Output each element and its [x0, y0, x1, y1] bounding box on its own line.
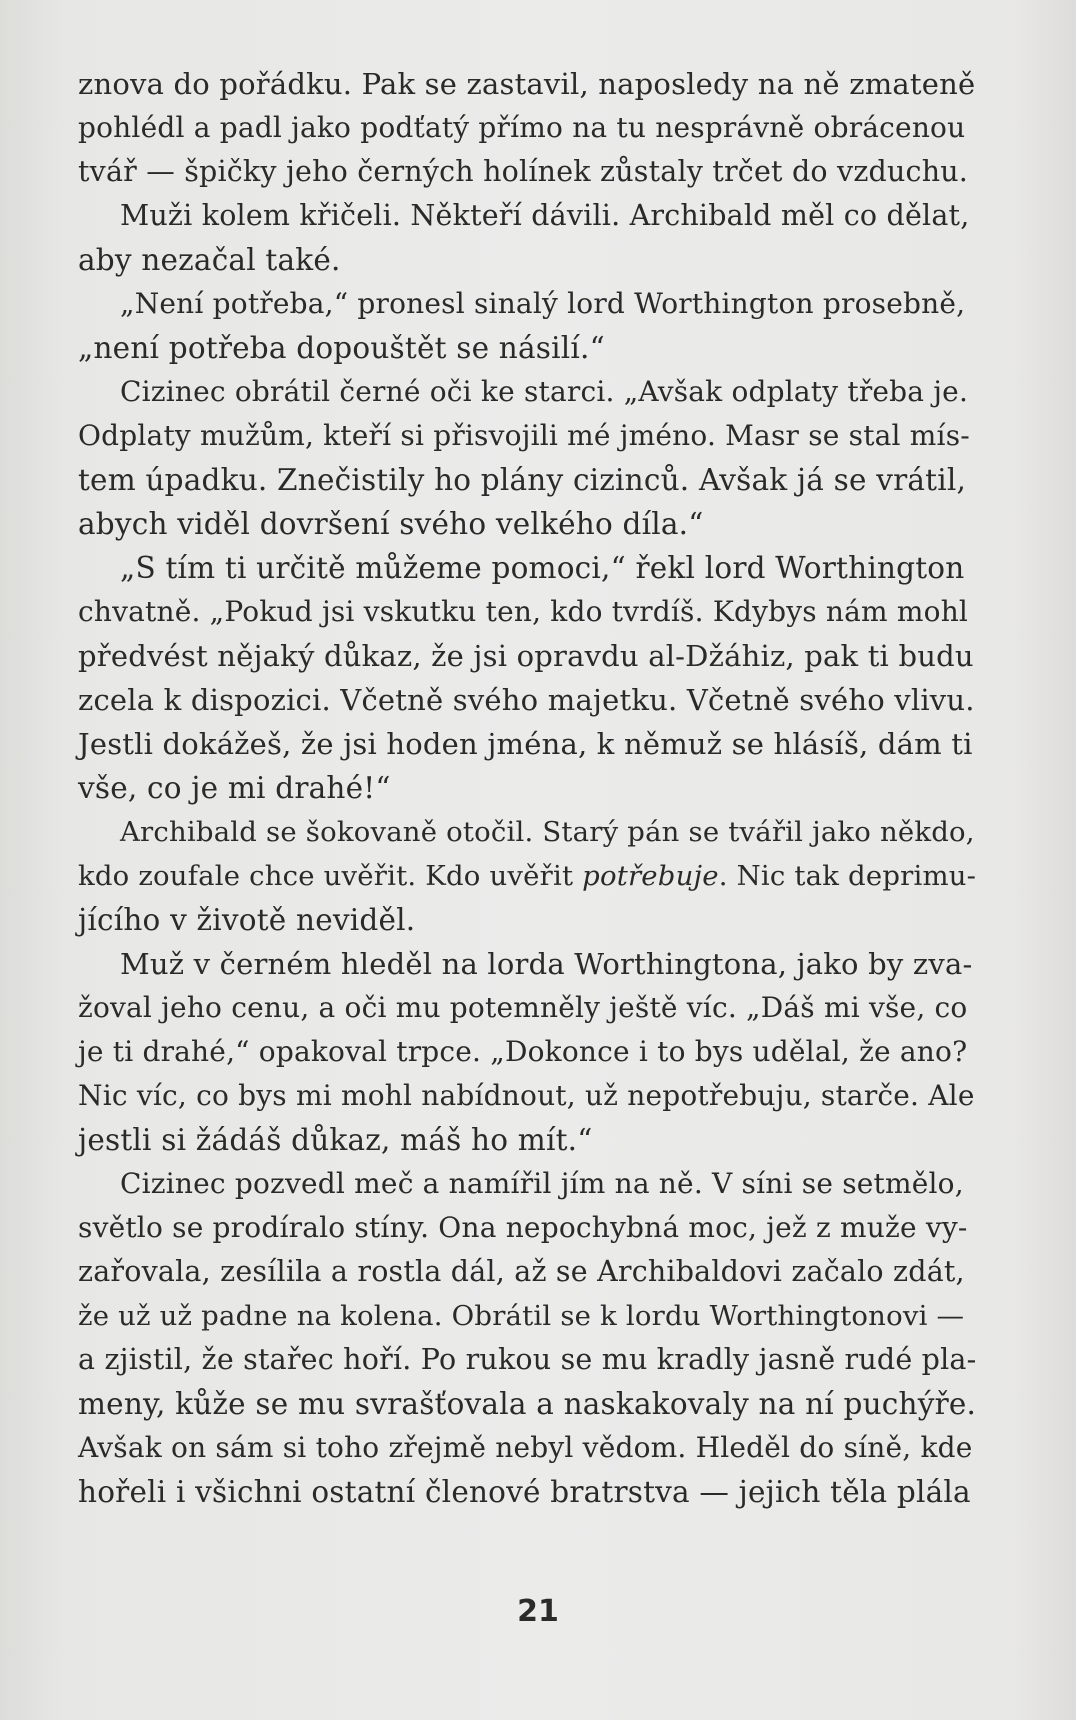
text-line-with-emphasis [78, 854, 976, 898]
text-segment: kdo zoufale chce uvěřit. Kdo uvěřit [78, 860, 583, 892]
text-line: jícího v životě neviděl. [78, 903, 416, 937]
text-segment: . Nic tak deprimu- [718, 860, 977, 892]
text-line: žoval jeho cenu, a oči mu potemněly ještě víc. „Dáš mi vše, co [78, 991, 968, 1024]
text-line: Avšak on sám si toho zřejmě nebyl vědom. Hleděl do síně, kde [78, 1431, 973, 1464]
text-line: a zjistil, že stařec hoří. Po rukou se mu kradly jasně rudé pla- [78, 1343, 977, 1376]
text-line: „Není potřeba,“ pronesl sinalý lord Worthington prosebně, [120, 287, 966, 320]
text-line: meny, kůže se mu svrašťovala a naskakovaly na ní puchýře. [78, 1387, 977, 1421]
text-line: znova do pořádku. Pak se zastavil, naposledy na ně zmateně [78, 67, 976, 101]
text-line: jestli si žádáš důkaz, máš ho mít.“ [78, 1123, 593, 1157]
text-line: „S tím ti určitě můžeme pomoci,“ řekl lord Worthington [120, 551, 965, 585]
emphasized-word: potřebuje [582, 860, 719, 892]
text-line: zcela k dispozici. Včetně svého majetku. Včetně svého vlivu. [78, 683, 975, 717]
text-line: hořeli i všichni ostatní členové bratrstva — jejich těla plála [78, 1475, 971, 1509]
text-line: pohlédl a padl jako podťatý přímo na tu nesprávně obrácenou [78, 111, 966, 144]
text-line: je ti drahé,“ opakoval trpce. „Dokonce i to bys udělal, že ano? [78, 1035, 968, 1068]
page-number: 21 [517, 1594, 559, 1629]
text-line: že už už padne na kolena. Obrátil se k lordu Worthingtonovi — [78, 1300, 965, 1332]
text-line: Muži kolem křičeli. Někteří dávili. Archibald měl co dělat, [120, 199, 970, 232]
text-line: Archibald se šokovaně otočil. Starý pán se tvářil jako někdo, [120, 816, 975, 848]
text-line: abych viděl dovršení svého velkého díla.“ [78, 507, 704, 541]
text-line: Odplaty mužům, kteří si přisvojili mé jméno. Masr se stal mís- [78, 419, 970, 452]
text-line: Jestli dokážeš, že jsi hoden jména, k němuž se hlásíš, dám ti [78, 727, 973, 761]
text-line: tem úpadku. Znečistily ho plány cizinců. Avšak já se vrátil, [78, 463, 967, 497]
text-line: tvář — špičky jeho černých holínek zůstaly trčet do vzduchu. [78, 155, 969, 188]
text-line: vše, co je mi drahé!“ [78, 771, 391, 805]
text-line: předvést nějaký důkaz, že jsi opravdu al-Džáhiz, pak ti budu [78, 639, 974, 673]
text-line: zařovala, zesílila a rostla dál, až se Archibaldovi začalo zdát, [78, 1255, 965, 1288]
text-line: „není potřeba dopouštět se násilí.“ [78, 331, 605, 365]
text-line: chvatně. „Pokud jsi vskutku ten, kdo tvrdíš. Kdybys nám mohl [78, 595, 969, 628]
text-line: aby nezačal také. [78, 243, 341, 277]
text-line: Muž v černém hleděl na lorda Worthingtona, jako by zva- [120, 947, 973, 981]
text-line: světlo se prodíralo stíny. Ona nepochybná moc, jež z muže vy- [78, 1211, 968, 1244]
text-line: Cizinec obrátil černé oči ke starci. „Avšak odplaty třeba je. [120, 375, 969, 408]
text-line: Cizinec pozvedl meč a namířil jím na ně. V síni se setmělo, [120, 1167, 964, 1200]
text-line: Nic víc, co bys mi mohl nabídnout, už nepotřebuju, starče. Ale [78, 1079, 975, 1112]
